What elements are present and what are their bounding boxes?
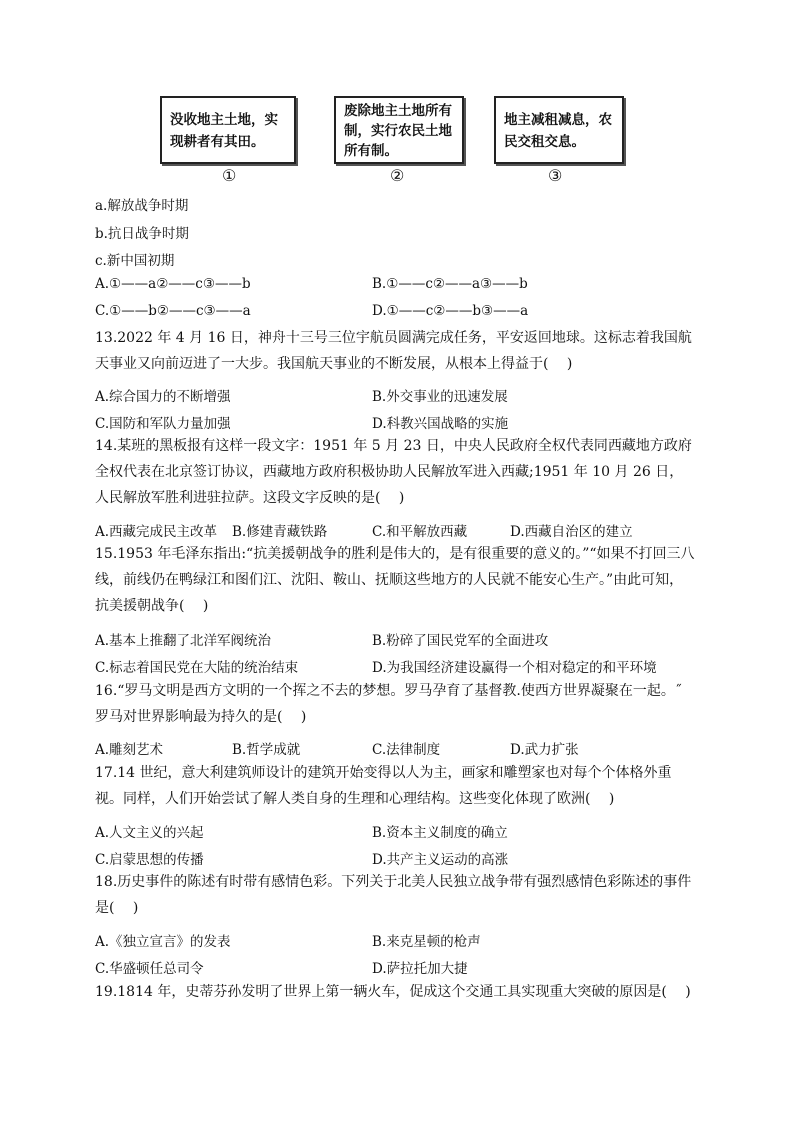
q16-option-c: C.法律制度 <box>372 742 441 758</box>
q17-option-b: B.资本主义制度的确立 <box>372 825 508 841</box>
q18-option-a: A.《独立宣言》的发表 <box>95 934 231 950</box>
q18-option-d: D.萨拉托加大捷 <box>372 961 468 977</box>
q14-option-a: A.西藏完成民主改革 <box>95 524 218 540</box>
q12-option-c: C.①——b②——c③——a <box>95 303 251 319</box>
q14-stem: 14.某班的黑板报有这样一段文字：1951 年 5 月 23 日，中央人民政府全权代表同西藏地方政府全权代表在北京签订协议，西藏地方政府积极协助人民解放军进入西藏;1951 年 10 月 26 日，人民解放军胜利进驻拉萨。这段文字反映的是( ) <box>95 438 692 506</box>
q13-option-d: D.科教兴国战略的实施 <box>372 416 509 432</box>
box-number-3: ③ <box>548 166 563 185</box>
q15-option-b: B.粉碎了国民党军的全面进攻 <box>372 633 549 649</box>
q16-option-d: D.武力扩张 <box>510 742 579 758</box>
q18-option-c: C.华盛顿任总司令 <box>95 961 204 977</box>
q15-option-d: D.为我国经济建设赢得一个相对稳定的和平环境 <box>372 660 657 676</box>
policy-box-2: 废除地主土地所有制，实行农民土地所有制。 <box>334 96 464 164</box>
q16-option-b: B.哲学成就 <box>232 742 301 758</box>
q13-option-b: B.外交事业的迅速发展 <box>372 389 508 405</box>
q13-option-a: A.综合国力的不断增强 <box>95 389 231 405</box>
period-a: a.解放战争时期 <box>95 198 189 214</box>
q16-stem: 16.“罗马文明是西方文明的一个挥之不去的梦想。罗马孕育了基督教.使西方世界凝聚在一起。˝罗马对世界影响最为持久的是( ) <box>95 683 682 725</box>
q14-option-c: C.和平解放西藏 <box>372 524 468 540</box>
q15-option-c: C.标志着国民党在大陆的统治结束 <box>95 660 299 676</box>
q12-option-b: B.①——c②——a③——b <box>372 276 528 292</box>
q17-option-d: D.共产主义运动的高涨 <box>372 852 509 868</box>
q18-option-b: B.来克星顿的枪声 <box>372 934 481 950</box>
land-policy-figure <box>150 96 630 188</box>
period-c: c.新中国初期 <box>95 253 175 269</box>
box-number-2: ② <box>390 166 405 185</box>
q12-option-a: A.①——a②——c③——b <box>95 276 251 292</box>
policy-box-1: 没收地主土地，实现耕者有其田。 <box>160 96 296 164</box>
q12-option-d: D.①——c②——b③——a <box>372 303 529 319</box>
q15-stem: 15.1953 年毛泽东指出:“抗美援朝战争的胜利是伟大的，是有很重要的意义的。”“如果不打回三八线，前线仍在鸭绿江和图们江、沈阳、鞍山、抚顺这些地方的人民就不能安心生产。”由此可知，抗美援朝战争( ) <box>95 546 695 614</box>
policy-box-3: 地主减租减息，农民交租交息。 <box>494 96 624 164</box>
q13-stem: 13.2022 年 4 月 16 日，神舟十三号三位宇航员圆满完成任务，平安返回地球。这标志着我国航天事业又向前迈进了一大步。我国航天事业的不断发展，从根本上得益于( ) <box>95 330 692 372</box>
q15-option-a: A.基本上推翻了北洋军阀统治 <box>95 633 272 649</box>
q13-option-c: C.国防和军队力量加强 <box>95 416 231 432</box>
q16-option-a: A.雕刻艺术 <box>95 742 164 758</box>
q14-option-b: B.修建青藏铁路 <box>232 524 328 540</box>
q17-stem: 17.14 世纪，意大利建筑师设计的建筑开始变得以人为主，画家和雕塑家也对每个个体格外重视。同样，人们开始尝试了解人类自身的生理和心理结构。这些变化体现了欧洲( ) <box>95 765 672 807</box>
q18-stem: 18.历史事件的陈述有时带有感情色彩。下列关于北美人民独立战争带有强烈感情色彩陈述的事件是( ) <box>95 874 692 916</box>
q19-stem: 19.1814 年，史蒂芬孙发明了世界上第一辆火车，促成这个交通工具实现重大突破的原因是( ) <box>95 984 691 1000</box>
q14-option-d: D.西藏自治区的建立 <box>510 524 633 540</box>
period-b: b.抗日战争时期 <box>95 226 189 242</box>
box-number-1: ① <box>222 166 237 185</box>
q17-option-a: A.人文主义的兴起 <box>95 825 204 841</box>
q17-option-c: C.启蒙思想的传播 <box>95 852 204 868</box>
